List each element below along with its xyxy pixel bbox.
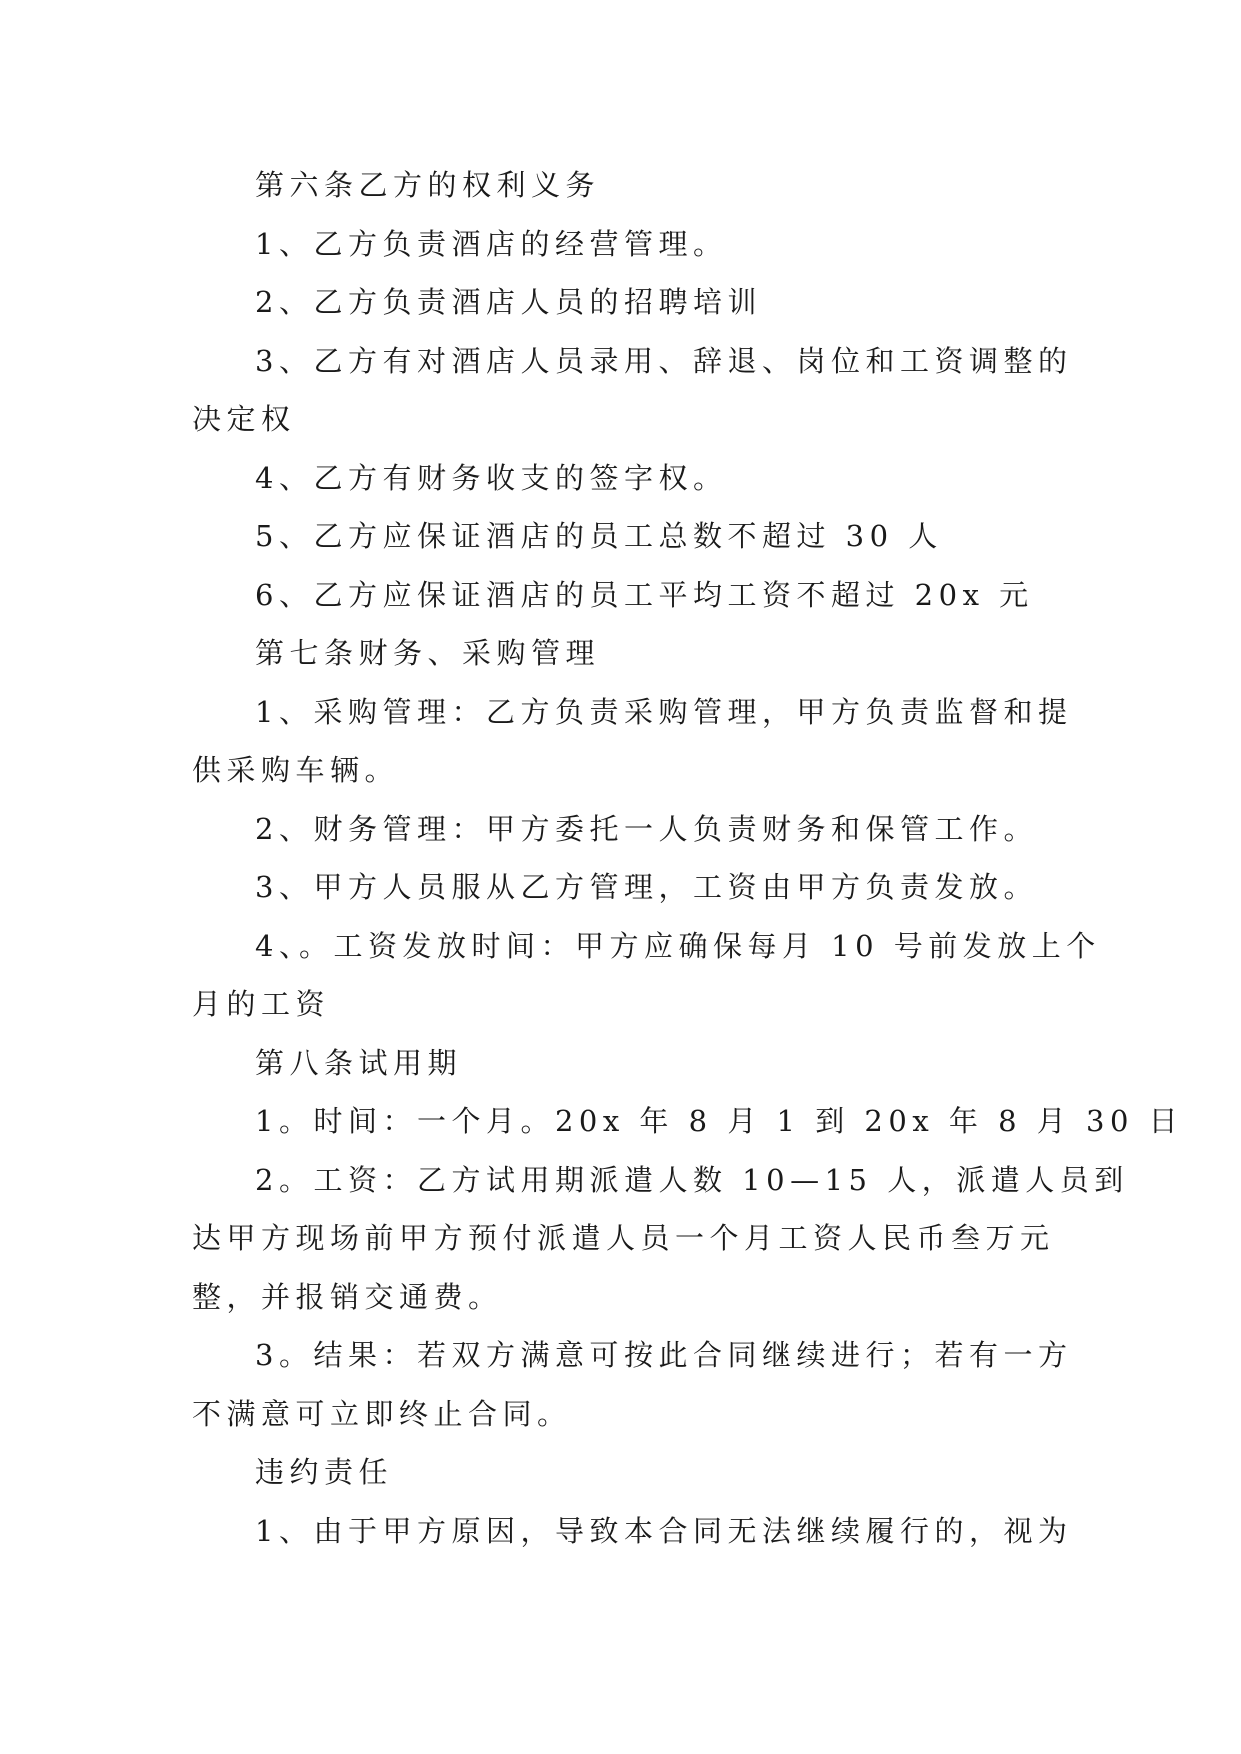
paragraph-line: 1。时间：一个月。20x 年 8 月 1 到 20x 年 8 月 30 日 (255, 1104, 1184, 1138)
paragraph-line: 月的工资 (192, 987, 331, 1021)
paragraph-line: 5、乙方应保证酒店的员工总数不超过 30 人 (255, 519, 943, 553)
paragraph-line: 2、乙方负责酒店人员的招聘培训 (255, 285, 762, 319)
paragraph-line: 达甲方现场前甲方预付派遣人员一个月工资人民币叁万元 (192, 1221, 1055, 1255)
paragraph-line: 3、甲方人员服从乙方管理，工资由甲方负责发放。 (255, 870, 1038, 904)
document-body (192, 156, 1184, 1560)
paragraph-line: 不满意可立即终止合同。 (192, 1396, 572, 1431)
paragraph-line: 2。工资：乙方试用期派遣人数 10—15 人，派遣人员到 (255, 1162, 1129, 1197)
paragraph-line: 1、采购管理：乙方负责采购管理，甲方负责监督和提 (255, 694, 1073, 729)
paragraph-line: 供采购车辆。 (192, 753, 400, 787)
section-heading: 违约责任 (255, 1455, 394, 1489)
section-heading: 第六条乙方的权利义务 (255, 168, 601, 202)
paragraph-line: 整，并报销交通费。 (192, 1279, 503, 1314)
paragraph-line: 3、乙方有对酒店人员录用、辞退、岗位和工资调整的 (255, 343, 1073, 378)
paragraph-line: 6、乙方应保证酒店的员工平均工资不超过 20x 元 (255, 577, 1034, 612)
paragraph-line: 2、财务管理：甲方委托一人负责财务和保管工作。 (255, 811, 1038, 846)
paragraph-line: 决定权 (192, 402, 296, 436)
paragraph-line: 1、乙方负责酒店的经营管理。 (255, 226, 728, 261)
paragraph-line: 3。结果：若双方满意可按此合同继续进行；若有一方 (255, 1338, 1073, 1372)
section-heading: 第八条试用期 (255, 1045, 463, 1080)
paragraph-line: 4、。工资发放时间：甲方应确保每月 10 号前发放上个 (255, 928, 1101, 963)
paragraph-line: 4、乙方有财务收支的签字权。 (255, 460, 728, 495)
paragraph-line: 1、由于甲方原因，导致本合同无法继续履行的，视为 (255, 1513, 1073, 1548)
section-heading: 第七条财务、采购管理 (255, 636, 601, 670)
